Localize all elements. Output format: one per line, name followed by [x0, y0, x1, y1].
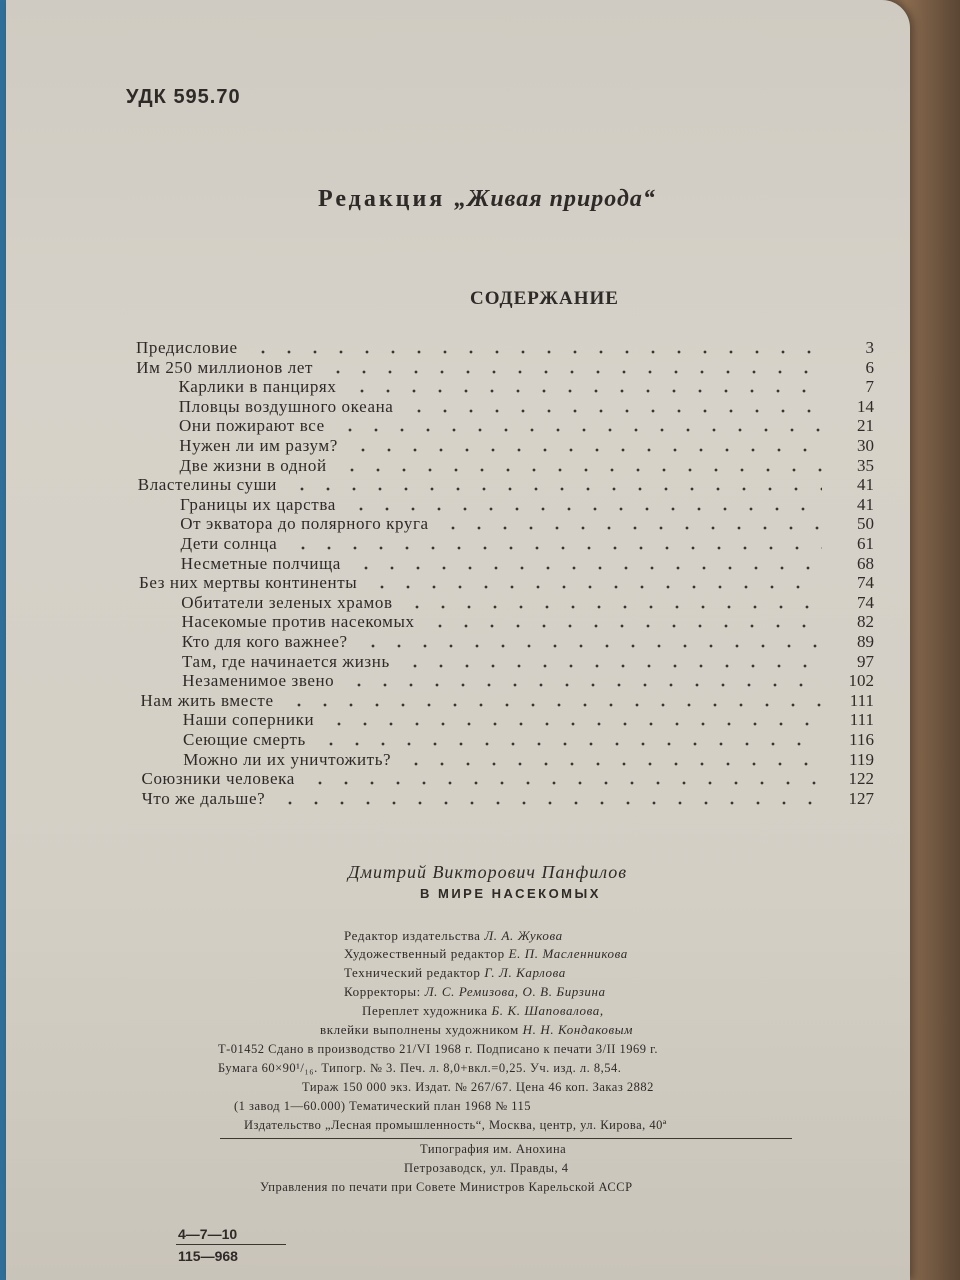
toc-row [6, 377, 874, 397]
toc-label: Нужен ли им разум? [179, 436, 338, 455]
toc-page-number: 89 [857, 632, 874, 651]
printer-line: Типография им. Анохина [420, 1142, 567, 1156]
toc-page-number: 50 [857, 514, 874, 534]
toc-page-number: 82 [857, 612, 874, 632]
toc-leader-dots [360, 644, 822, 648]
toc-row [6, 612, 874, 632]
code-bottom: 115—968 [178, 1248, 238, 1264]
imprint-line: (1 завод 1—60.000) Тематический план 1968 № 115 [234, 1099, 532, 1113]
toc-leader-dots [350, 448, 822, 452]
toc-label: Две жизни в одной [179, 455, 327, 475]
toc-label: Обитатели зеленых храмов [181, 592, 393, 612]
toc-row [6, 652, 874, 672]
toc-leader-dots [349, 389, 823, 393]
toc-page-number: 7 [865, 377, 874, 397]
toc-row [6, 338, 874, 358]
toc-leader-dots [427, 624, 823, 628]
toc-row [6, 769, 874, 789]
toc-leader-dots [403, 762, 822, 766]
credit-line: Переплет художника Б. К. Шаповалова, [362, 1003, 604, 1018]
toc-row [6, 554, 874, 574]
toc-page-number: 41 [857, 475, 874, 495]
printer-line: Управления по печати при Совете Министров Карельской АССР [260, 1180, 633, 1194]
imprint-line: Бумага 60×90¹/₁₆. Типогр. № 3. Печ. л. 8,0+вкл.=0,25. Уч. изд. л. 8,54. [218, 1061, 622, 1075]
author-name: Дмитрий Викторович Панфилов [348, 862, 628, 882]
imprint-line: Тираж 150 000 экз. Издат. № 267/67. Цена 46 коп. Заказ 2882 [302, 1080, 654, 1094]
toc-row [6, 495, 874, 515]
toc-label: Им 250 миллионов лет [136, 357, 314, 377]
code-divider [176, 1244, 286, 1245]
toc-label: Предисловие [136, 338, 238, 357]
toc-leader-dots [353, 566, 822, 570]
toc-label: Что же дальше? [141, 788, 266, 808]
toc-page-number: 41 [857, 494, 874, 514]
toc-leader-dots [307, 781, 823, 785]
toc-row [6, 397, 874, 417]
toc-page-number: 116 [849, 730, 874, 749]
book-title: В МИРЕ НАСЕКОМЫХ [420, 886, 601, 901]
toc-row [6, 416, 874, 436]
imprint-line: Т-01452 Сдано в производство 21/VI 1968 г. Подписано к печати 3/II 1969 г. [218, 1042, 658, 1056]
toc-page-number: 35 [857, 455, 874, 475]
book-page [6, 0, 910, 1280]
toc-page-number: 127 [848, 788, 874, 808]
toc-page-number: 74 [857, 592, 874, 612]
toc-leader-dots [325, 370, 822, 374]
toc-page-number: 30 [857, 436, 874, 455]
toc-page-number: 119 [849, 749, 874, 769]
toc-row [6, 789, 874, 809]
toc-label: Они пожирают все [179, 416, 325, 436]
code-top: 4—7—10 [178, 1226, 238, 1242]
toc-leader-dots [402, 664, 822, 668]
toc-row [6, 436, 874, 456]
udk-code: УДК 595.70 [126, 86, 241, 108]
divider-rule [220, 1138, 792, 1139]
toc-row [6, 750, 874, 770]
toc-label: Властелины суши [137, 475, 277, 495]
toc-label: Без них мертвы континенты [139, 573, 358, 593]
toc-page-number: 14 [857, 396, 874, 416]
toc-label: Незаменимое звено [182, 671, 335, 691]
credit-line: Технический редактор Г. Л. Карлова [344, 965, 566, 980]
toc-leader-dots [440, 526, 822, 530]
toc-label: Союзники человека [141, 769, 295, 789]
toc-row [6, 573, 874, 593]
toc-row [6, 593, 874, 613]
toc-label: Наши соперники [182, 710, 315, 730]
toc-label: Сеющие смерть [183, 730, 306, 749]
printer-line: Петрозаводск, ул. Правды, 4 [404, 1161, 569, 1175]
toc-page-number: 6 [865, 357, 874, 377]
toc-row [6, 710, 874, 730]
toc-leader-dots [346, 683, 822, 687]
toc-row [6, 730, 874, 750]
toc-leader-dots [250, 350, 822, 354]
toc-row [6, 456, 874, 476]
toc-leader-dots [289, 487, 822, 491]
toc-label: Насекомые против насекомых [181, 612, 415, 632]
toc-leader-dots [326, 722, 822, 726]
toc-page-number: 3 [865, 338, 874, 357]
toc-row [6, 632, 874, 652]
toc-page-number: 102 [848, 671, 874, 691]
toc-leader-dots [406, 409, 822, 413]
toc-label: Несметные полчища [180, 553, 341, 573]
toc-leader-dots [369, 585, 822, 589]
toc-label: Дети солнца [180, 534, 278, 553]
toc-leader-dots [339, 468, 823, 472]
toc-row [6, 358, 874, 378]
credit-line: Художественный редактор Е. П. Масленникова [344, 946, 628, 961]
toc-label: Карлики в панцирях [178, 377, 337, 397]
toc-page-number: 68 [857, 553, 874, 573]
toc-page-number: 97 [857, 651, 874, 671]
toc-label: Кто для кого важнее? [181, 632, 348, 651]
toc-row [6, 671, 874, 691]
toc-leader-dots [290, 546, 823, 550]
toc-leader-dots [337, 428, 822, 432]
toc-page-number: 74 [857, 573, 874, 593]
credit-line: вклейки выполнены художником Н. Н. Кондаковым [320, 1022, 634, 1037]
toc-page-number: 21 [857, 416, 874, 436]
editorial-prefix: Редакция [318, 186, 455, 212]
toc-label: Пловцы воздушного океана [178, 396, 394, 416]
toc-label: Границы их царства [180, 494, 336, 514]
toc-label: Нам жить вместе [140, 690, 274, 710]
editorial-name: „Живая природа“ [454, 186, 656, 212]
toc-leader-dots [318, 742, 822, 746]
contents-title: СОДЕРЖАНИЕ [470, 288, 619, 309]
toc-leader-dots [348, 507, 822, 511]
toc-label: Там, где начинается жизнь [182, 651, 390, 671]
toc-leader-dots [286, 703, 823, 707]
toc-page-number: 111 [849, 710, 874, 730]
editorial-line [318, 186, 656, 213]
toc-row [6, 534, 874, 554]
toc-label: От экватора до полярного круга [180, 514, 429, 534]
imprint-line: Издательство „Лесная промышленность“, Москва, центр, ул. Кирова, 40ª [244, 1118, 667, 1132]
toc-leader-dots [404, 605, 822, 609]
toc-page-number: 111 [849, 690, 874, 710]
credit-line: Редактор издательства Л. А. Жукова [344, 928, 563, 943]
toc-label: Можно ли их уничтожить? [183, 749, 392, 769]
toc-leader-dots [277, 801, 822, 805]
toc-page-number: 122 [848, 769, 874, 789]
toc-page-number: 61 [857, 534, 874, 553]
toc-row [6, 475, 874, 495]
toc-row [6, 691, 874, 711]
credit-line: Корректоры: Л. С. Ремизова, О. В. Бирзина [344, 984, 606, 999]
toc-row [6, 514, 874, 534]
